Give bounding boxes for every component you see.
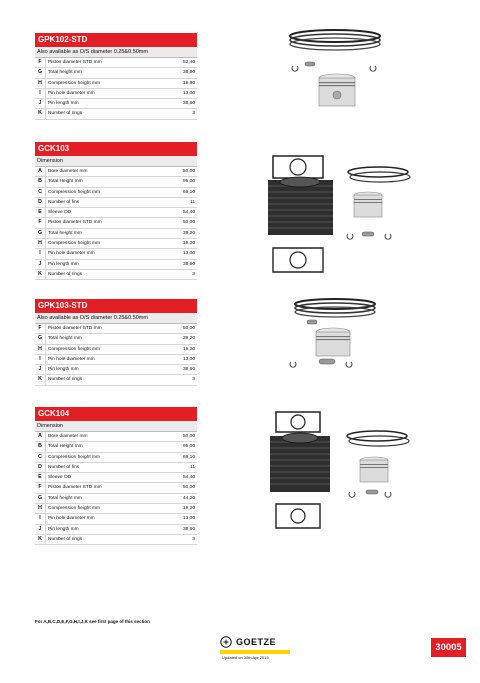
spec-row	[35, 355, 197, 365]
spec-value: 38,60	[182, 526, 195, 532]
spec-row	[35, 514, 197, 524]
spec-key: G	[37, 335, 43, 342]
brand-underline	[220, 650, 290, 654]
spec-label: Compression height mm	[45, 188, 163, 197]
spec-label: Pin hole diameter mm	[45, 355, 163, 364]
spec-value: 38,60	[182, 101, 195, 107]
spec-row	[35, 99, 197, 109]
spec-label: Sleeve OD	[45, 208, 163, 217]
brand-emblem-icon	[220, 636, 232, 648]
section-subtitle: Also available as O/S diameter 0.25&0.50mm	[35, 47, 197, 58]
section-title: GPK102-STD	[35, 33, 197, 47]
spec-value: 50,00	[182, 169, 195, 174]
section-title: GPK103-STD	[35, 299, 197, 313]
spec-key: J	[38, 260, 42, 267]
spec-label: Pin length mm	[45, 525, 163, 534]
spec-value: 44,20	[182, 495, 195, 501]
spec-label: Compression height mm	[45, 345, 163, 354]
section-subtitle: Also available as O/S diameter 0.25&0.50mm	[35, 313, 197, 324]
brand-name: GOETZE	[236, 637, 277, 647]
spec-row	[35, 345, 197, 355]
spec-key: K	[38, 535, 42, 542]
spec-label: Pin length mm	[45, 99, 163, 108]
spec-row	[35, 208, 197, 218]
spec-rows	[35, 324, 197, 386]
spec-row	[35, 58, 197, 68]
spec-label: Bore diameter mm	[45, 432, 163, 441]
spec-value: 69,10	[182, 189, 195, 195]
spec-value: 3	[192, 111, 195, 117]
spec-value: 39,20	[182, 336, 195, 342]
spec-value: 38,60	[182, 261, 195, 267]
spec-key: I	[39, 515, 41, 522]
spec-key: G	[37, 229, 43, 236]
spec-row	[35, 109, 197, 119]
spec-key: E	[38, 474, 42, 481]
spec-label: Piston diameter STD mm	[45, 483, 163, 492]
spec-row	[35, 483, 197, 493]
spec-value: 52,40	[182, 60, 195, 65]
spec-label: Pin length mm	[45, 260, 163, 269]
spec-row	[35, 167, 197, 177]
spec-row	[35, 68, 197, 78]
spec-label: Pin hole diameter mm	[45, 89, 163, 98]
spec-row	[35, 365, 197, 375]
spec-row	[35, 188, 197, 198]
spec-label: Total Height mm	[45, 442, 163, 451]
spec-label: Total height mm	[45, 334, 163, 343]
spec-label: Bore diameter mm	[45, 167, 163, 176]
spec-row	[35, 324, 197, 334]
spec-key: D	[38, 463, 42, 470]
spec-key: G	[37, 494, 43, 501]
spec-row	[35, 494, 197, 504]
spec-label: Compression height mm	[45, 239, 163, 248]
spec-value: 50,00	[182, 220, 195, 226]
spec-row	[35, 334, 197, 344]
spec-value: 39,20	[182, 230, 195, 236]
spec-row	[35, 535, 197, 545]
spec-value: 13,00	[182, 90, 195, 96]
spec-value: 50,00	[182, 485, 195, 491]
spec-value: 13,00	[182, 356, 195, 362]
piston-kit-image	[285, 28, 385, 118]
spec-key: E	[38, 209, 42, 216]
spec-label: Total height mm	[45, 229, 163, 238]
spec-value: 19,80	[182, 80, 195, 86]
spec-value: 95,00	[182, 179, 195, 185]
spec-rows	[35, 432, 197, 545]
spec-value: 95,00	[182, 444, 195, 450]
spec-value: 13,00	[182, 516, 195, 522]
updated-date: Updated on 30th Apr 2019	[222, 655, 269, 660]
spec-label: Number of rings	[45, 535, 163, 544]
spec-key: B	[38, 443, 42, 450]
spec-value: 13,00	[182, 251, 195, 257]
spec-key: H	[38, 345, 42, 352]
spec-value: 38,60	[182, 367, 195, 373]
spec-value: 50,00	[182, 434, 195, 439]
spec-key: J	[38, 100, 42, 107]
spec-row	[35, 89, 197, 99]
spec-row	[35, 432, 197, 442]
spec-row	[35, 79, 197, 89]
spec-value: 3	[192, 377, 195, 383]
spec-value: 11	[190, 199, 195, 205]
spec-label: Piston diameter STD mm	[45, 218, 163, 227]
spec-value: 11	[190, 464, 195, 470]
section-title: GCK103	[35, 142, 197, 156]
spec-value: 50,00	[182, 326, 195, 331]
spec-value: 19,20	[182, 241, 195, 247]
spec-label: Sleeve OD	[45, 473, 163, 482]
page-number-badge: 30005	[431, 638, 466, 657]
spec-label: Number of rings	[45, 270, 163, 279]
spec-label: Number of fins	[45, 463, 163, 472]
spec-key: A	[38, 168, 42, 174]
spec-key: C	[38, 188, 42, 195]
spec-row	[35, 504, 197, 514]
spec-label: Total Height mm	[45, 177, 163, 186]
spec-key: D	[38, 198, 42, 205]
spec-row	[35, 453, 197, 463]
spec-value: 54,40	[182, 210, 195, 216]
spec-key: A	[38, 433, 42, 439]
spec-row	[35, 229, 197, 239]
spec-key: H	[38, 240, 42, 247]
spec-key: F	[38, 325, 42, 331]
spec-rows	[35, 58, 197, 120]
spec-key: F	[38, 484, 42, 491]
spec-key: F	[38, 59, 42, 65]
footnote: For A,B,C,D,E,F,G,H,I,J,K see first page of this section	[35, 619, 150, 624]
spec-rows	[35, 167, 197, 280]
spec-row	[35, 525, 197, 535]
spec-value: 3	[192, 536, 195, 542]
spec-key: I	[39, 89, 41, 96]
spec-key: J	[38, 525, 42, 532]
section-subtitle: Dimension	[35, 156, 197, 167]
piston-kit-image	[285, 296, 385, 381]
spec-value: 38,80	[182, 70, 195, 76]
spec-key: J	[38, 366, 42, 373]
spec-key: H	[38, 79, 42, 86]
spec-row	[35, 442, 197, 452]
spec-row	[35, 177, 197, 187]
spec-row	[35, 239, 197, 249]
spec-value: 69,10	[182, 454, 195, 460]
spec-row	[35, 249, 197, 259]
spec-row	[35, 473, 197, 483]
spec-label: Compression height mm	[45, 453, 163, 462]
spec-label: Number of rings	[45, 109, 163, 118]
section-subtitle: Dimension	[35, 421, 197, 432]
spec-table-gck104	[35, 407, 197, 545]
spec-label: Piston diameter STD mm	[45, 324, 163, 333]
spec-label: Piston diameter STD mm	[45, 58, 163, 67]
section-title: GCK104	[35, 407, 197, 421]
spec-value: 19,20	[182, 346, 195, 352]
spec-label: Total height mm	[45, 68, 163, 77]
spec-table-gck103	[35, 142, 197, 280]
spec-key: I	[39, 250, 41, 257]
spec-label: Pin hole diameter mm	[45, 249, 163, 258]
spec-label: Pin hole diameter mm	[45, 514, 163, 523]
spec-row	[35, 198, 197, 208]
spec-key: C	[38, 453, 42, 460]
spec-key: K	[38, 110, 42, 117]
spec-key: K	[38, 376, 42, 383]
spec-table-gpk103-std	[35, 299, 197, 386]
spec-row	[35, 463, 197, 473]
spec-row	[35, 270, 197, 280]
spec-key: K	[38, 270, 42, 277]
spec-key: I	[39, 355, 41, 362]
spec-label: Number of rings	[45, 375, 163, 384]
spec-key: F	[38, 219, 42, 226]
spec-label: Compression height mm	[45, 79, 163, 88]
spec-row	[35, 375, 197, 385]
spec-table-gpk102-std	[35, 33, 197, 120]
spec-key: H	[38, 505, 42, 512]
spec-value: 3	[192, 271, 195, 277]
spec-label: Number of fins	[45, 198, 163, 207]
spec-label: Pin length mm	[45, 365, 163, 374]
spec-label: Total height mm	[45, 494, 163, 503]
spec-value: 19,20	[182, 506, 195, 512]
spec-key: B	[38, 178, 42, 185]
spec-label: Compression height mm	[45, 504, 163, 513]
brand-logo	[220, 636, 276, 648]
cylinder-kit-image	[258, 150, 418, 285]
spec-value: 54,40	[182, 475, 195, 481]
spec-row	[35, 260, 197, 270]
spec-row	[35, 218, 197, 228]
cylinder-kit-image	[262, 408, 422, 538]
spec-key: G	[37, 69, 43, 76]
